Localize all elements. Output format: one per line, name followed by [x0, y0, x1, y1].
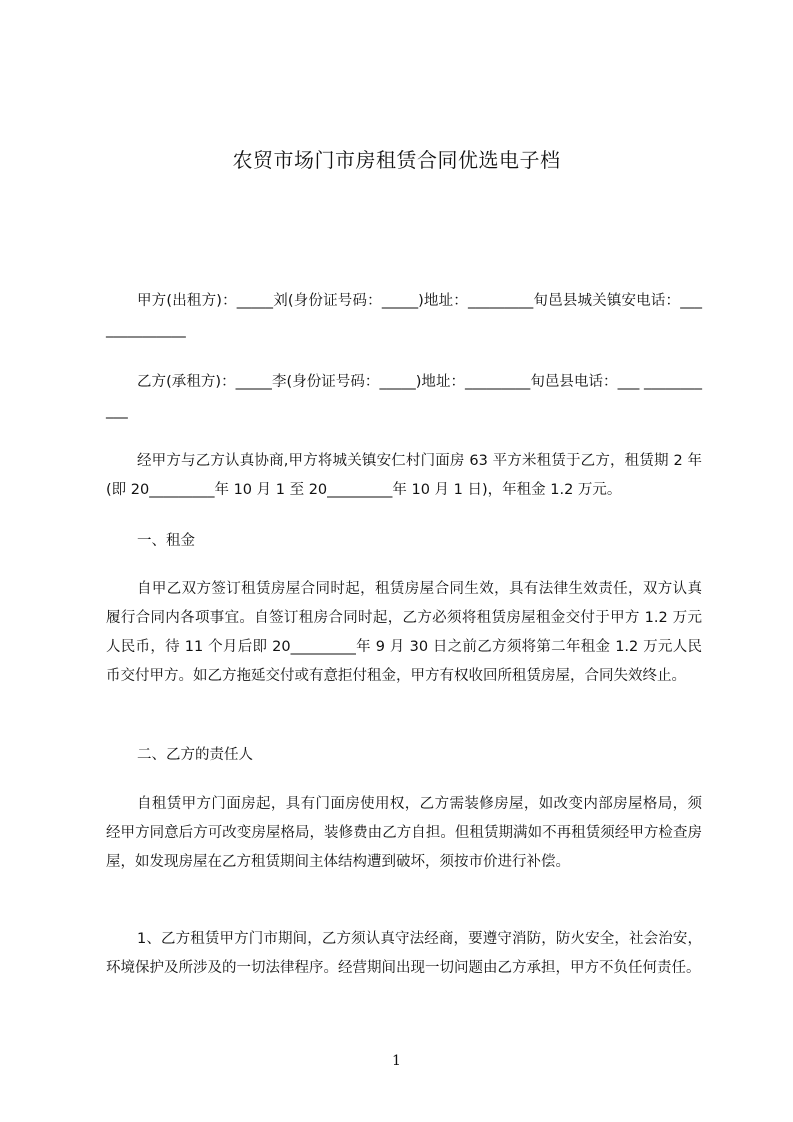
page-number: 1: [392, 1053, 401, 1069]
party-a-paragraph: 甲方(出租方)：_____刘(身份证号码：_____)地址：_________旬邑县城关镇安电话：______________: [106, 293, 702, 338]
clause-1-paragraph: 1、乙方租赁甲方门市期间，乙方须认真守法经商，要遵守消防，防火安全，社会治安，环境保护及所涉及的一切法律程序。经营期间出现一切问题由乙方承担，甲方不负任何责任。: [106, 931, 702, 976]
section-2-body: 自租赁甲方门面房起，具有门面房使用权，乙方需装修房屋，如改变内部房屋格局，须经甲方同意后方可改变房屋格局，装修费由乙方自担。但租赁期满如不再租赁须经甲方检查房屋，如发现房屋在乙方租赁期间主体结构遭到破坏，须按市价进行补偿。: [106, 796, 702, 870]
section-1-heading: 一、租金: [137, 533, 195, 549]
section-2-heading: 二、乙方的责任人: [137, 747, 253, 763]
document-title: 农贸市场门市房租赁合同优选电子档: [232, 148, 561, 172]
section-1-body: 自甲乙双方签订租赁房屋合同时起，租赁房屋合同生效，具有法律生效责任，双方认真履行合同内各项事宜。自签订租房合同时起，乙方必须将租赁房屋租金交付于甲方 1.2 万元人民币，待 11 个月后即 20_________年 9 月 30 日之前乙方须将第二年租金 1.2 万元人民币交付甲方。如乙方拖延交付或有意拒付租金，甲方有权收回所租赁房屋，合同失效终止。: [106, 581, 702, 684]
party-b-paragraph: 乙方(承租方)：_____李(身份证号码：_____)地址：_________旬邑县电话：___ ___________: [106, 374, 702, 419]
intro-paragraph: 经甲方与乙方认真协商,甲方将城关镇安仁村门面房 63 平方米租赁于乙方，租赁期 2 年(即 20_________年 10 月 1 至 20_________年 10 月 1 日)，年租金 1.2 万元。: [106, 453, 702, 498]
